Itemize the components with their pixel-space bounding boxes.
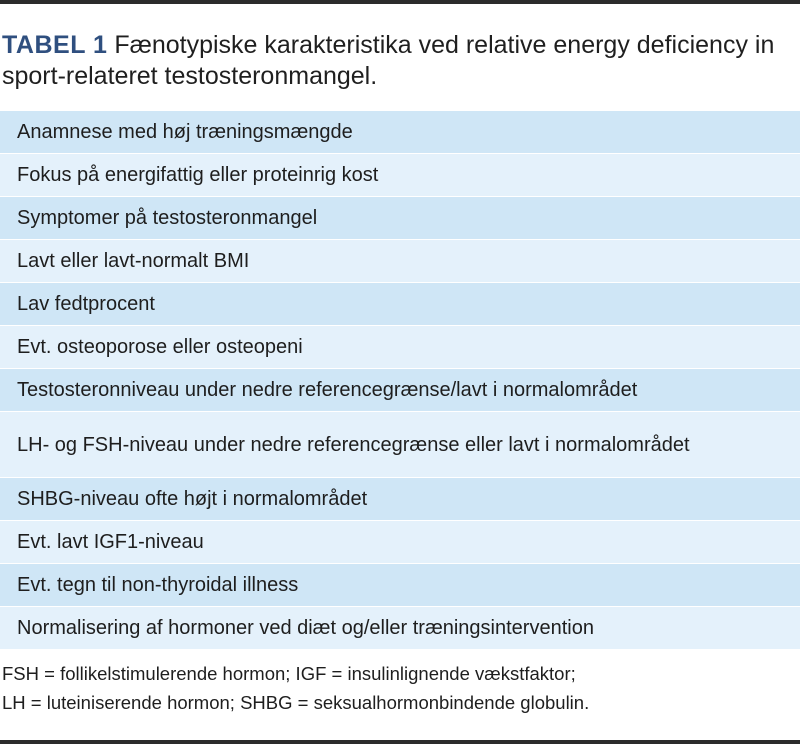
table-footnote [2, 659, 798, 717]
table-row [0, 478, 800, 521]
table-row [0, 154, 800, 197]
footnote-line: FSH = follikelstimulerende hormon; IGF = insulinlignende vækstfaktor; [2, 663, 576, 684]
row-text: Symptomer på testosteronmangel [17, 207, 318, 229]
bottom-rule [0, 740, 800, 744]
row-text: Fokus på energifattig eller proteinrig kost [17, 164, 379, 186]
row-text: Evt. tegn til non-thyroidal illness [17, 574, 299, 596]
row-text: Normalisering af hormoner ved diæt og/eller træningsintervention [17, 617, 594, 639]
row-text: LH- og FSH-niveau under nedre referencegrænse eller lavt i normalområdet [17, 433, 690, 456]
table-row [0, 521, 800, 564]
row-text: Evt. lavt IGF1-niveau [17, 531, 204, 553]
top-rule [0, 0, 800, 4]
table-row [0, 240, 800, 283]
table-row [0, 197, 800, 240]
table-row [0, 412, 800, 478]
table-caption: Fænotypiske karakteristika ved relative energy deficiency in sport-relateret testosteronmangel. [2, 31, 775, 90]
row-text: Lavt eller lavt-normalt BMI [17, 250, 250, 272]
row-text: Anamnese med høj træningsmængde [17, 121, 353, 143]
table-row [0, 111, 800, 154]
footnote-line: LH = luteiniserende hormon; SHBG = seksualhormonbindende globulin. [2, 692, 590, 713]
table-row [0, 607, 800, 650]
characteristics-table [0, 111, 800, 650]
table-row [0, 283, 800, 326]
table-label: TABEL 1 [2, 31, 108, 59]
row-text: Testosteronniveau under nedre referencegrænse/lavt i normalområdet [17, 379, 638, 401]
row-text: Lav fedtprocent [17, 293, 155, 315]
table-row [0, 564, 800, 607]
table-title [2, 30, 792, 92]
row-text: Evt. osteoporose eller osteopeni [17, 336, 303, 358]
row-text: SHBG-niveau ofte højt i normalområdet [17, 488, 368, 510]
table-row [0, 326, 800, 369]
table-row [0, 369, 800, 412]
